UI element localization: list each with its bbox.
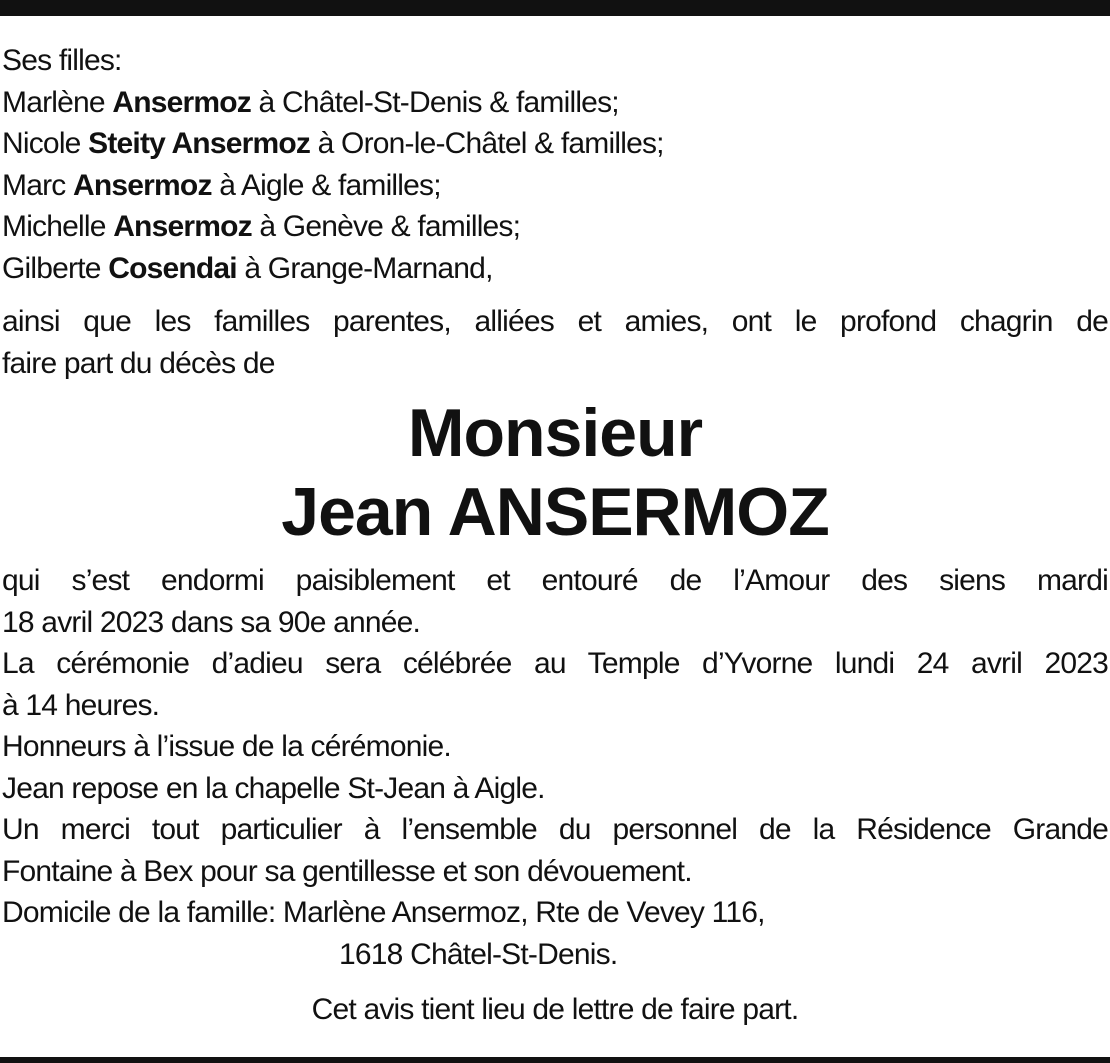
family-list bbox=[2, 82, 1108, 290]
family-line bbox=[2, 206, 1108, 248]
family-first-name: Marc bbox=[2, 168, 66, 202]
thanks-line: Fontaine à Bex pour sa gentillesse et son dévouement. bbox=[2, 854, 692, 888]
family-location: à Genève & familles; bbox=[259, 210, 521, 243]
passing-line: qui s’est endormi paisiblement et entouré de l’Amour des siens mardi bbox=[2, 564, 1108, 597]
family-last-name: Ansermoz bbox=[112, 85, 251, 119]
intro-line: ainsi que les familles parentes, alliées et amies, ont le profond chagrin de bbox=[2, 305, 1108, 338]
ceremony-line: à 14 heures. bbox=[2, 688, 160, 722]
family-location: à Aigle & familles; bbox=[219, 168, 441, 202]
family-line bbox=[2, 82, 1108, 124]
obituary-notice bbox=[2, 40, 1108, 1031]
family-location: à Châtel-St-Denis & familles; bbox=[258, 85, 619, 119]
daughters-heading: Ses filles: bbox=[2, 44, 122, 77]
family-line bbox=[2, 248, 1108, 290]
family-line bbox=[2, 165, 1108, 207]
thanks-line: Un merci tout particulier à l’ensemble du personnel de la Résidence Grande bbox=[2, 813, 1108, 846]
domicile-line: Domicile de la famille: Marlène Ansermoz, Rte de Vevey 116, bbox=[2, 896, 765, 929]
family-first-name: Michelle bbox=[2, 210, 106, 243]
family-line bbox=[2, 123, 1108, 165]
family-first-name: Nicole bbox=[2, 127, 81, 160]
family-last-name: Steity Ansermoz bbox=[88, 127, 311, 160]
passing-line: 18 avril 2023 dans sa 90e année. bbox=[2, 605, 421, 639]
deceased-name: Jean ANSERMOZ bbox=[281, 474, 829, 550]
ceremony-line: La cérémonie d’adieu sera célébrée au Temple d’Yvorne lundi 24 avril 2023 bbox=[2, 647, 1108, 680]
family-last-name: Ansermoz bbox=[73, 168, 212, 202]
family-location: à Oron-le-Châtel & familles; bbox=[317, 127, 664, 160]
closing-note: Cet avis tient lieu de lettre de faire part. bbox=[311, 993, 799, 1026]
family-first-name: Marlène bbox=[2, 85, 105, 119]
family-first-name: Gilberte bbox=[2, 251, 101, 285]
domicile-line: 1618 Châtel-St-Denis. bbox=[339, 937, 618, 971]
intro-line: faire part du décès de bbox=[2, 346, 275, 380]
deceased-title bbox=[2, 394, 1108, 552]
top-rule bbox=[0, 0, 1110, 16]
deceased-honorific: Monsieur bbox=[407, 395, 703, 471]
notice-body bbox=[2, 560, 1108, 975]
bottom-rule bbox=[0, 1057, 1110, 1063]
honours-line: Honneurs à l’issue de la cérémonie. bbox=[2, 730, 451, 763]
family-last-name: Cosendai bbox=[108, 251, 237, 285]
chapel-line: Jean repose en la chapelle St-Jean à Aigle. bbox=[2, 771, 545, 805]
family-last-name: Ansermoz bbox=[113, 210, 252, 243]
family-location: à Grange-Marnand, bbox=[244, 251, 493, 285]
intro-paragraph bbox=[2, 301, 1108, 384]
